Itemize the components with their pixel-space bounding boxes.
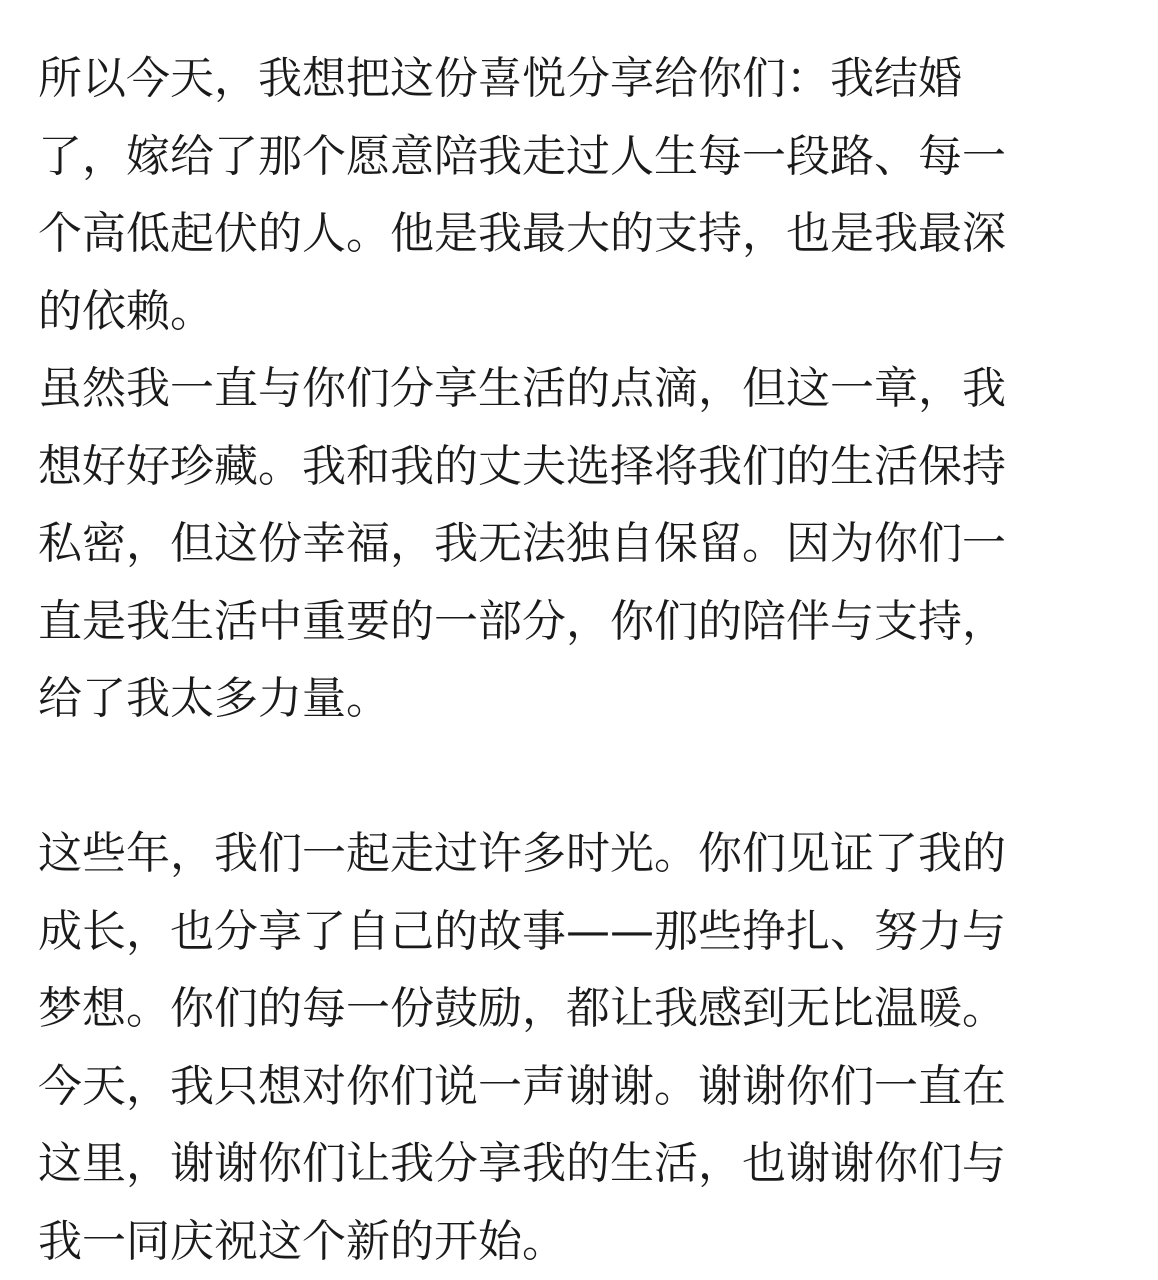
- text-line: 想好好珍藏。我和我的丈夫选择将我们的生活保持: [38, 428, 1128, 506]
- text-line: 我一同庆祝这个新的开始。: [38, 1203, 1128, 1280]
- paragraph-gap: [38, 738, 1128, 816]
- paragraph-2: [38, 815, 1128, 1280]
- text-line: 给了我太多力量。: [38, 660, 1128, 738]
- text-line: 私密，但这份幸福，我无法独自保留。因为你们一: [38, 505, 1128, 583]
- text-line: 虽然我一直与你们分享生活的点滴，但这一章，我: [38, 350, 1128, 428]
- text-line: 直是我生活中重要的一部分，你们的陪伴与支持，: [38, 583, 1128, 661]
- text-line: 成长，也分享了自己的故事——那些挣扎、努力与: [38, 893, 1128, 971]
- text-line: 个高低起伏的人。他是我最大的支持，也是我最深: [38, 195, 1128, 273]
- text-line: 今天，我只想对你们说一声谢谢。谢谢你们一直在: [38, 1048, 1128, 1126]
- text-line: 所以今天，我想把这份喜悦分享给你们：我结婚: [38, 40, 1128, 118]
- text-line: 梦想。你们的每一份鼓励，都让我感到无比温暖。: [38, 970, 1128, 1048]
- post-body: [38, 40, 1128, 1280]
- paragraph-1: [38, 40, 1128, 738]
- text-line: 的依赖。: [38, 273, 1128, 351]
- text-line: 这些年，我们一起走过许多时光。你们见证了我的: [38, 815, 1128, 893]
- text-line: 了，嫁给了那个愿意陪我走过人生每一段路、每一: [38, 118, 1128, 196]
- text-line: 这里，谢谢你们让我分享我的生活，也谢谢你们与: [38, 1125, 1128, 1203]
